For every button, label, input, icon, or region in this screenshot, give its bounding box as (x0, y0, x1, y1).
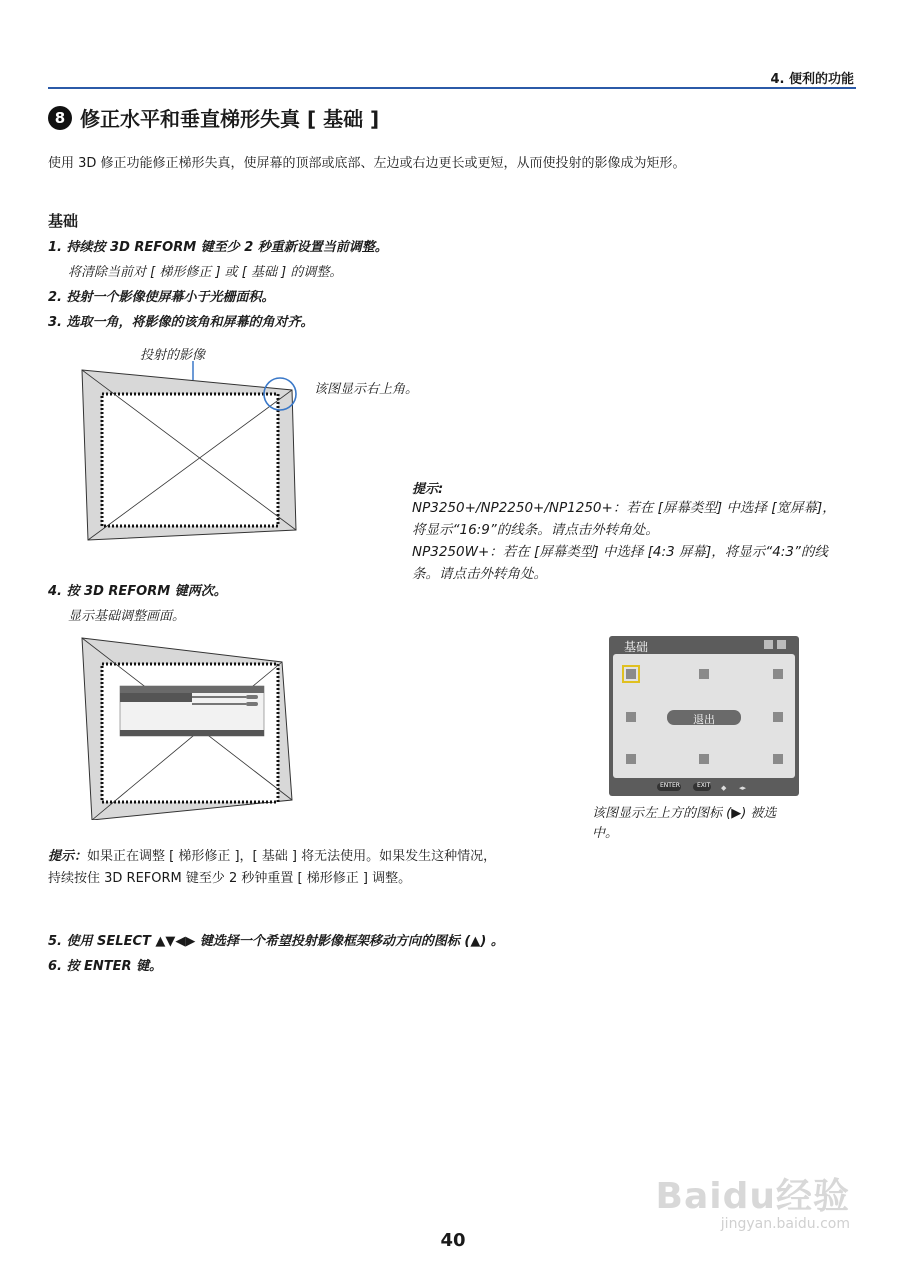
page-number: 40 (440, 1230, 466, 1251)
figure1-caption: 该图显示右上角。 (314, 382, 419, 397)
step-4-note: 显示基础调整画面。 (68, 609, 186, 624)
header-rule (48, 87, 856, 89)
figure2-diagram (70, 630, 310, 820)
intro-text: 使用 3D 修正功能修正梯形失真，使屏幕的顶部或底部、左边或右边更长或更短，从而使投射的影像成为矩形。 (48, 156, 686, 171)
bottom-left-icon (626, 754, 636, 764)
watermark-brand: Baidu经验 (655, 1176, 850, 1217)
step-2: 2. 投射一个影像使屏幕小于光栅面积。 (48, 290, 275, 305)
menu-exit-label: 退出 (693, 713, 715, 726)
figure1-label: 投射的影像 (140, 348, 206, 363)
step-4: 4. 按 3D REFORM 键两次。 (48, 584, 227, 599)
screen-area (102, 394, 278, 526)
top-right-icon (773, 669, 783, 679)
watermark-url: jingyan.baidu.com (720, 1216, 850, 1232)
step-1-note: 将清除当前对 [ 梯形修正 ] 或 [ 基础 ] 的调整。 (68, 265, 343, 280)
tip1-title: 提示: (412, 482, 444, 497)
basic-heading: 基础 (48, 212, 79, 230)
close-icon (777, 640, 786, 649)
section-title: 修正水平和垂直梯形失真 [ 基础 ] (80, 107, 380, 131)
small-menu-screenshot (120, 686, 264, 736)
tip1-line2: NP3250W+：若在 [屏幕类型] 中选择 [4:3 屏幕]，将显示“4:3”的线条。请点击外转角处。 (412, 544, 828, 582)
step-6: 6. 按 ENTER 键。 (48, 959, 163, 974)
tip2-block (48, 846, 498, 890)
top-center-icon (699, 669, 709, 679)
bottom-center-icon (699, 754, 709, 764)
chapter-header: 4. 便利的功能 (770, 72, 854, 87)
tip1-line1: NP3250+/NP2250+/NP1250+：若在 [屏幕类型] 中选择 [宽屏幕]，将显示“16:9”的线条。请点击外转角处。 (412, 500, 836, 538)
bottom-right-icon (773, 754, 783, 764)
tip2-text: 如果正在调整 [ 梯形修正 ]，[ 基础 ] 将无法使用。如果发生这种情况，持续按住 3D REFORM 键至少 2 秒钟重置 [ 梯形修正 ] 调整。 (48, 849, 497, 886)
tip2-title: 提示： (48, 849, 88, 864)
updown-hint-icon: ◆ (721, 784, 727, 792)
menu-caption: 该图显示左上方的图标 (▶) 被选中。 (592, 806, 777, 841)
step-5: 5. 使用 SELECT ▲▼◀▶ 键选择一个希望投射影像框架移动方向的图标 (▲) 。 (48, 934, 504, 949)
section-title-row (48, 103, 379, 132)
menu-title: 基础 (624, 640, 649, 654)
leftright-hint-icon: ◂▸ (739, 784, 747, 792)
help-icon (764, 640, 773, 649)
middle-right-icon (773, 712, 783, 722)
step-1: 1. 持续按 3D REFORM 键至少 2 秒重新设置当前调整。 (48, 240, 388, 255)
menu-enter-key: ENTER (660, 782, 680, 789)
tip1-block (412, 478, 844, 585)
top-left-icon (626, 669, 636, 679)
section-number-badge: 8 (48, 106, 72, 130)
middle-left-icon (626, 712, 636, 722)
menu-exit-key: EXIT (697, 782, 711, 789)
figure1-diagram (70, 358, 310, 548)
step-3: 3. 选取一角，将影像的该角和屏幕的角对齐。 (48, 315, 314, 330)
